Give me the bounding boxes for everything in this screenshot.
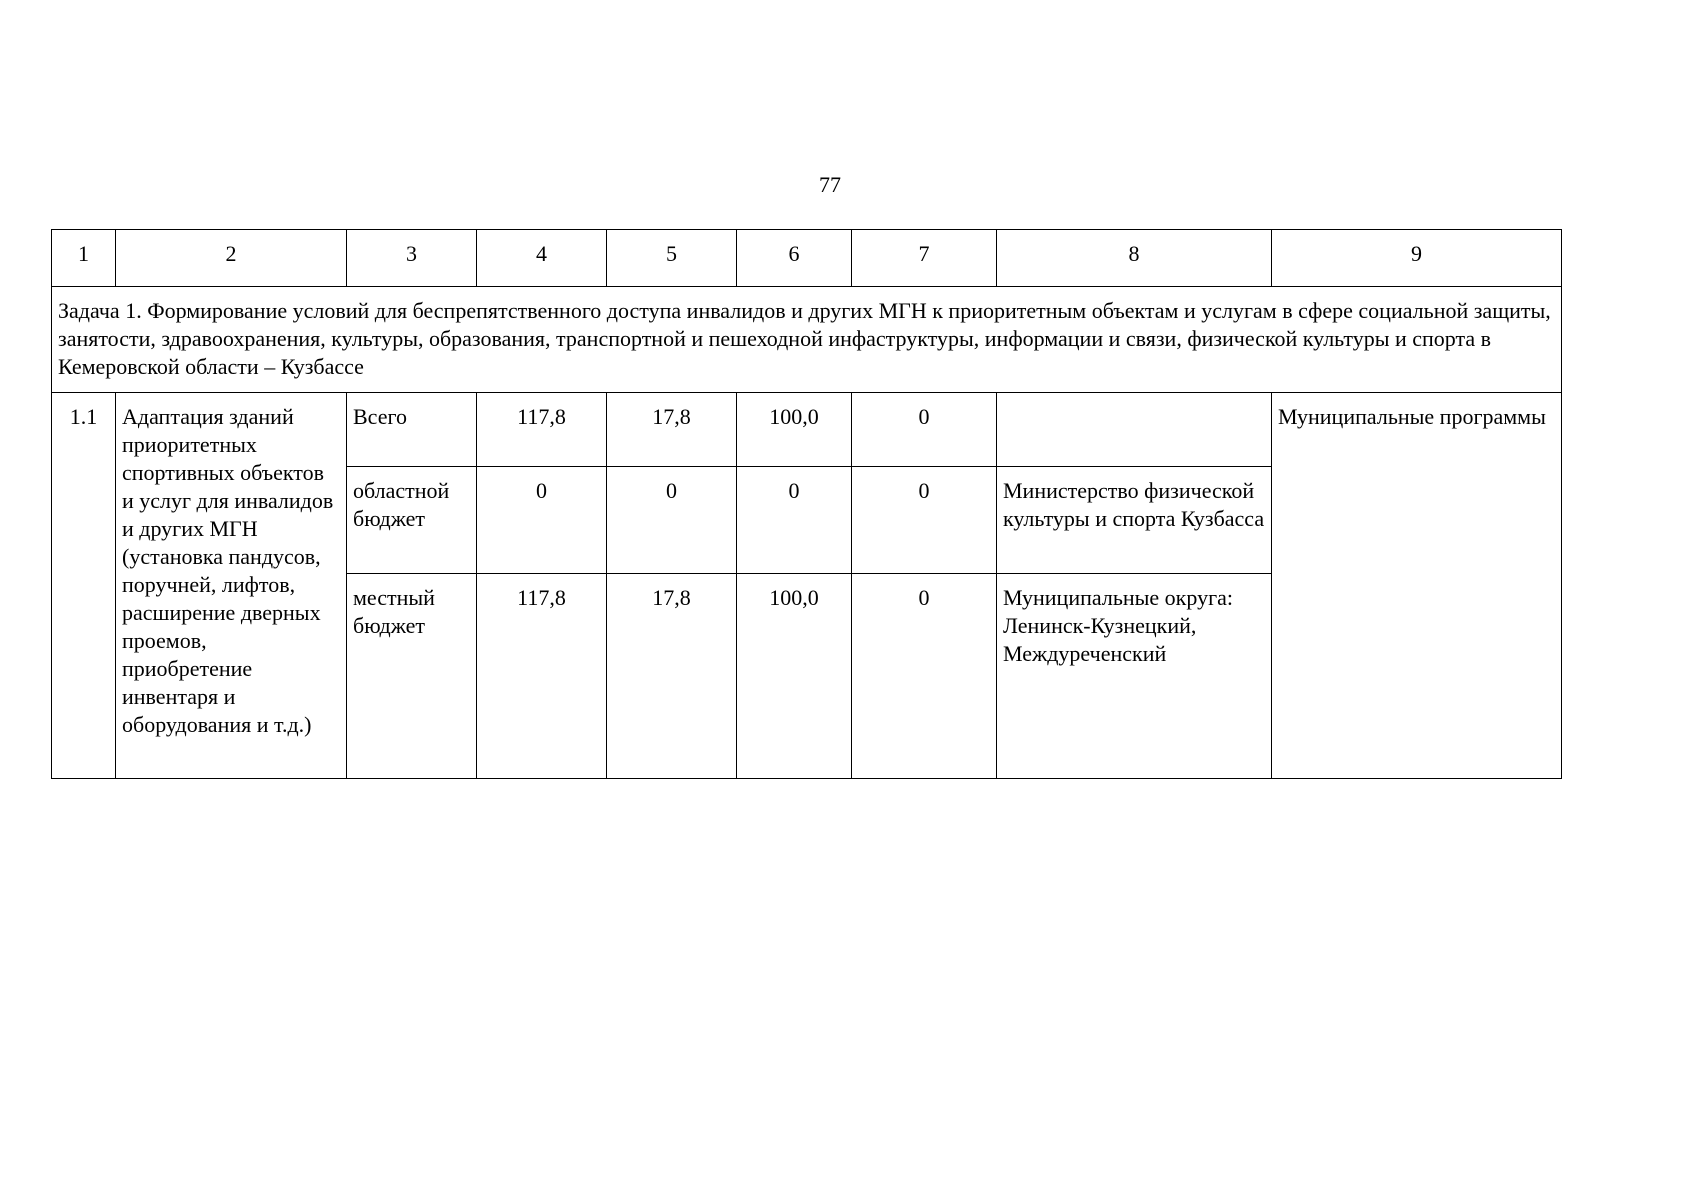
amount-cell: 0 xyxy=(852,467,997,574)
amount-cell: 17,8 xyxy=(607,393,737,467)
amount-cell: 0 xyxy=(737,467,852,574)
column-number: 9 xyxy=(1272,230,1562,287)
column-number: 4 xyxy=(477,230,607,287)
amount-cell: 0 xyxy=(477,467,607,574)
amount-cell: 117,8 xyxy=(477,393,607,467)
column-number: 3 xyxy=(347,230,477,287)
amount-cell: 0 xyxy=(852,574,997,779)
column-number-row xyxy=(52,230,1562,287)
column-number: 8 xyxy=(997,230,1272,287)
program-table xyxy=(51,229,1562,779)
funding-source: областной бюджет xyxy=(347,467,477,574)
amount-cell: 117,8 xyxy=(477,574,607,779)
table-row xyxy=(52,393,1562,467)
note-cell: Муниципальные программы xyxy=(1272,393,1562,779)
executor-cell: Муниципальные округа: Ленинск-Кузнецкий, Междуреченский xyxy=(997,574,1272,779)
amount-cell: 0 xyxy=(852,393,997,467)
task-row xyxy=(52,287,1562,393)
column-number: 6 xyxy=(737,230,852,287)
funding-source: Всего xyxy=(347,393,477,467)
column-number: 7 xyxy=(852,230,997,287)
funding-source: местный бюджет xyxy=(347,574,477,779)
item-number: 1.1 xyxy=(52,393,116,779)
executor-cell xyxy=(997,393,1272,467)
amount-cell: 17,8 xyxy=(607,574,737,779)
amount-cell: 100,0 xyxy=(737,393,852,467)
executor-cell: Министерство физической культуры и спорта Кузбасса xyxy=(997,467,1272,574)
amount-cell: 100,0 xyxy=(737,574,852,779)
column-number: 2 xyxy=(116,230,347,287)
amount-cell: 0 xyxy=(607,467,737,574)
item-description: Адаптация зданий приоритетных спортивных объектов и услуг для инвалидов и других МГН (установка пандусов, поручней, лифтов, расширение дверных проемов, приобретение инвентаря и оборудования и т.д.) xyxy=(116,393,347,779)
page-number: 77 xyxy=(819,172,841,197)
task-text: Задача 1. Формирование условий для беспрепятственного доступа инвалидов и других МГН к приоритетным объектам и услугам в сфере социальной защиты, занятости, здравоохранения, культуры, образования, транспортной и пешеходной инфаструктуры, информации и связи, физической культуры и спорта в Кемеровской области – Кузбассе xyxy=(52,287,1562,393)
column-number: 1 xyxy=(52,230,116,287)
column-number: 5 xyxy=(607,230,737,287)
